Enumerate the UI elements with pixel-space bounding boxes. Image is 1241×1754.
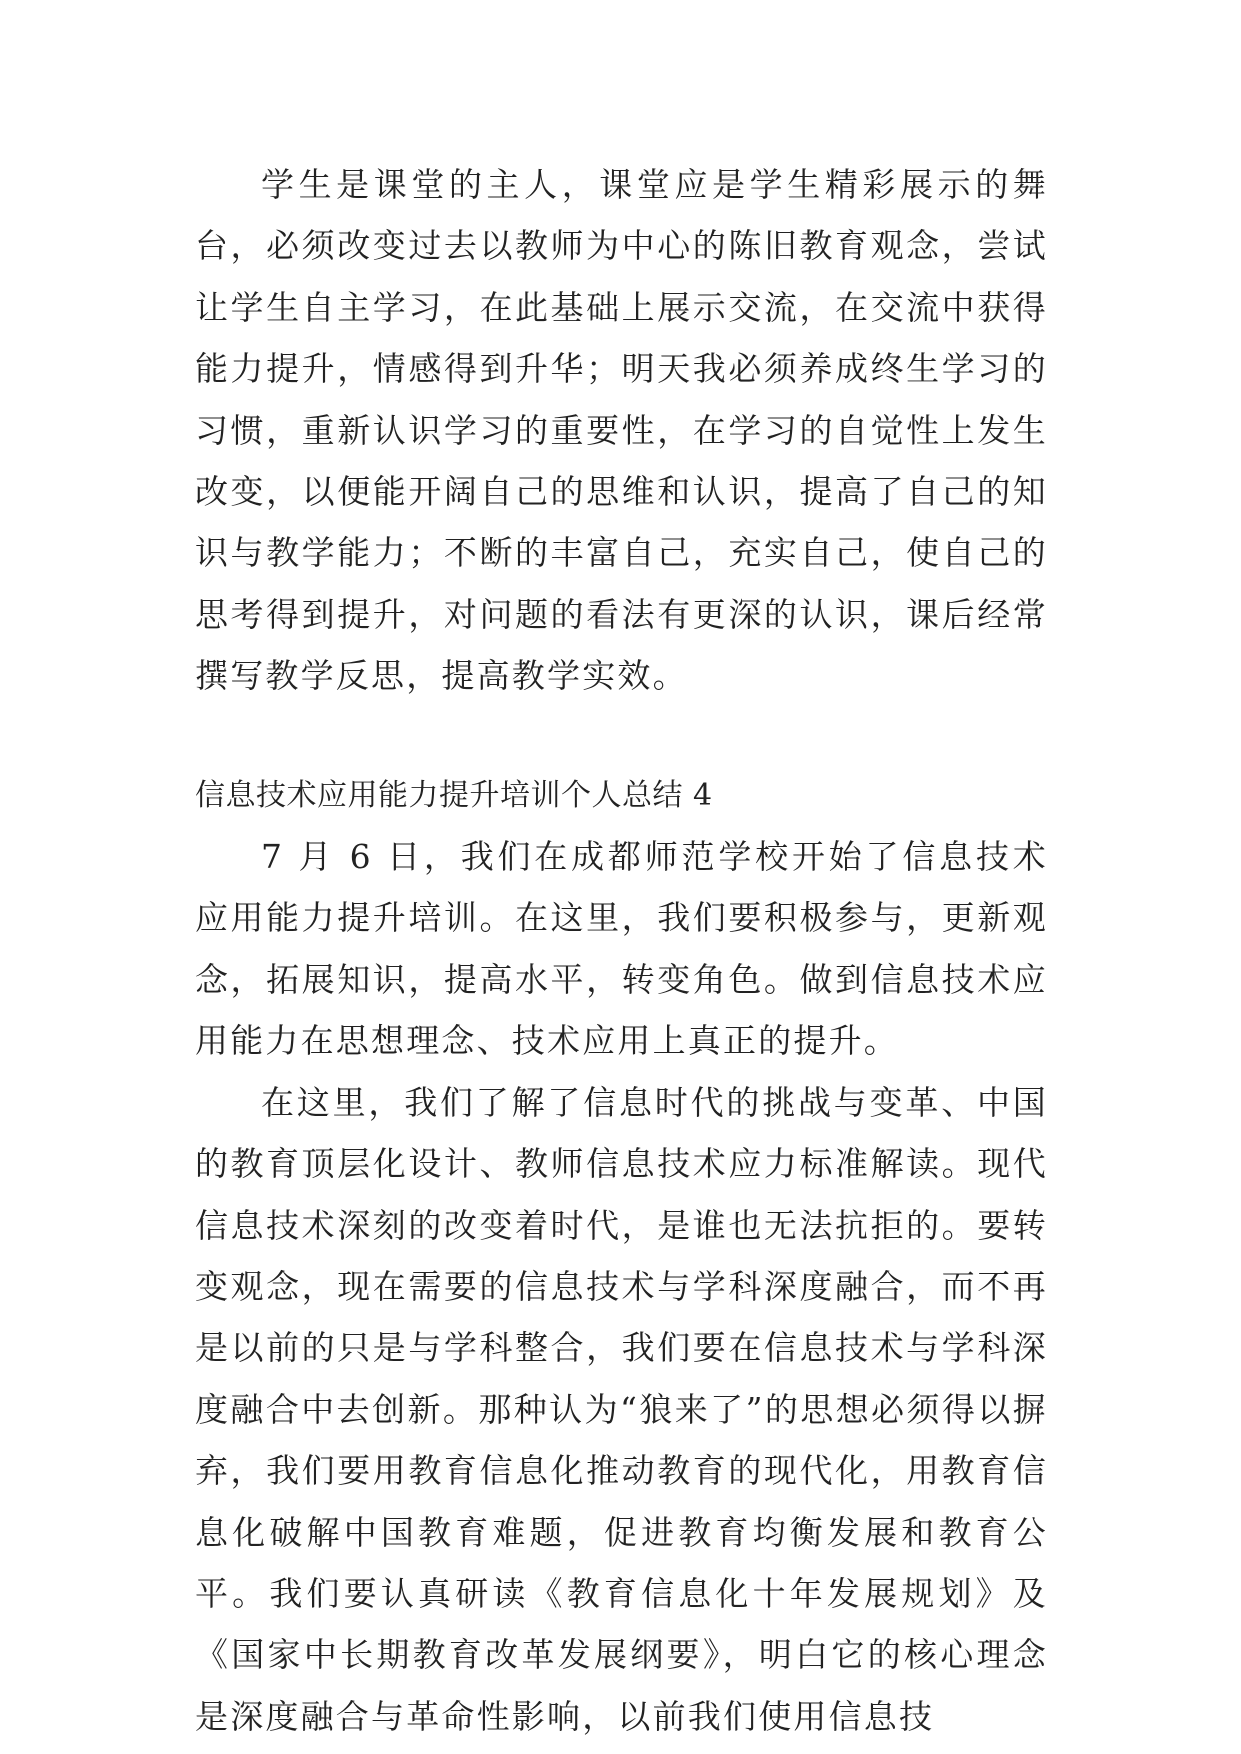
- body-paragraph: 7 月 6 日，我们在成都师范学校开始了信息技术应用能力提升培训。在这里，我们要积极参与，更新观念，拓展知识，提高水平，转变角色。做到信息技术应用能力在思想理念、技术应用上真正的提升。: [195, 837, 1048, 1061]
- section-spacer: [195, 707, 1048, 765]
- body-paragraph: 在这里，我们了解了信息时代的挑战与变革、中国的教育顶层化设计、教师信息技术应力标准解读。现代信息技术深刻的改变着时代，是谁也无法抗拒的。要转变观念，现在需要的信息技术与学科深度融合，而不再是以前的只是与学科整合，我们要在信息技术与学科深度融合中去创新。那种认为“狼来了”的思想必须得以摒弃，我们要用教育信息化推动教育的现代化，用教育信息化破解中国教育难题，促进教育均衡发展和教育公平。我们要认真研读《教育信息化十年发展规划》及《国家中长期教育改革发展纲要》，明白它的核心理念是深度融合与革命性影响，以前我们使用信息技: [195, 1082, 1048, 1736]
- document-body: [195, 154, 1048, 1747]
- body-paragraph: 学生是课堂的主人，课堂应是学生精彩展示的舞台，必须改变过去以教师为中心的陈旧教育观念，尝试让学生自主学习，在此基础上展示交流，在交流中获得能力提升，情感得到升华；明天我必须养成终生学习的习惯，重新认识学习的重要性，在学习的自觉性上发生改变，以便能开阔自己的思维和认识，提高了自己的知识与教学能力；不断的丰富自己，充实自己，使自己的思考得到提升，对问题的看法有更深的认识，课后经常撰写教学反思，提高教学实效。: [195, 165, 1048, 696]
- section-heading: 信息技术应用能力提升培训个人总结 4: [195, 777, 713, 813]
